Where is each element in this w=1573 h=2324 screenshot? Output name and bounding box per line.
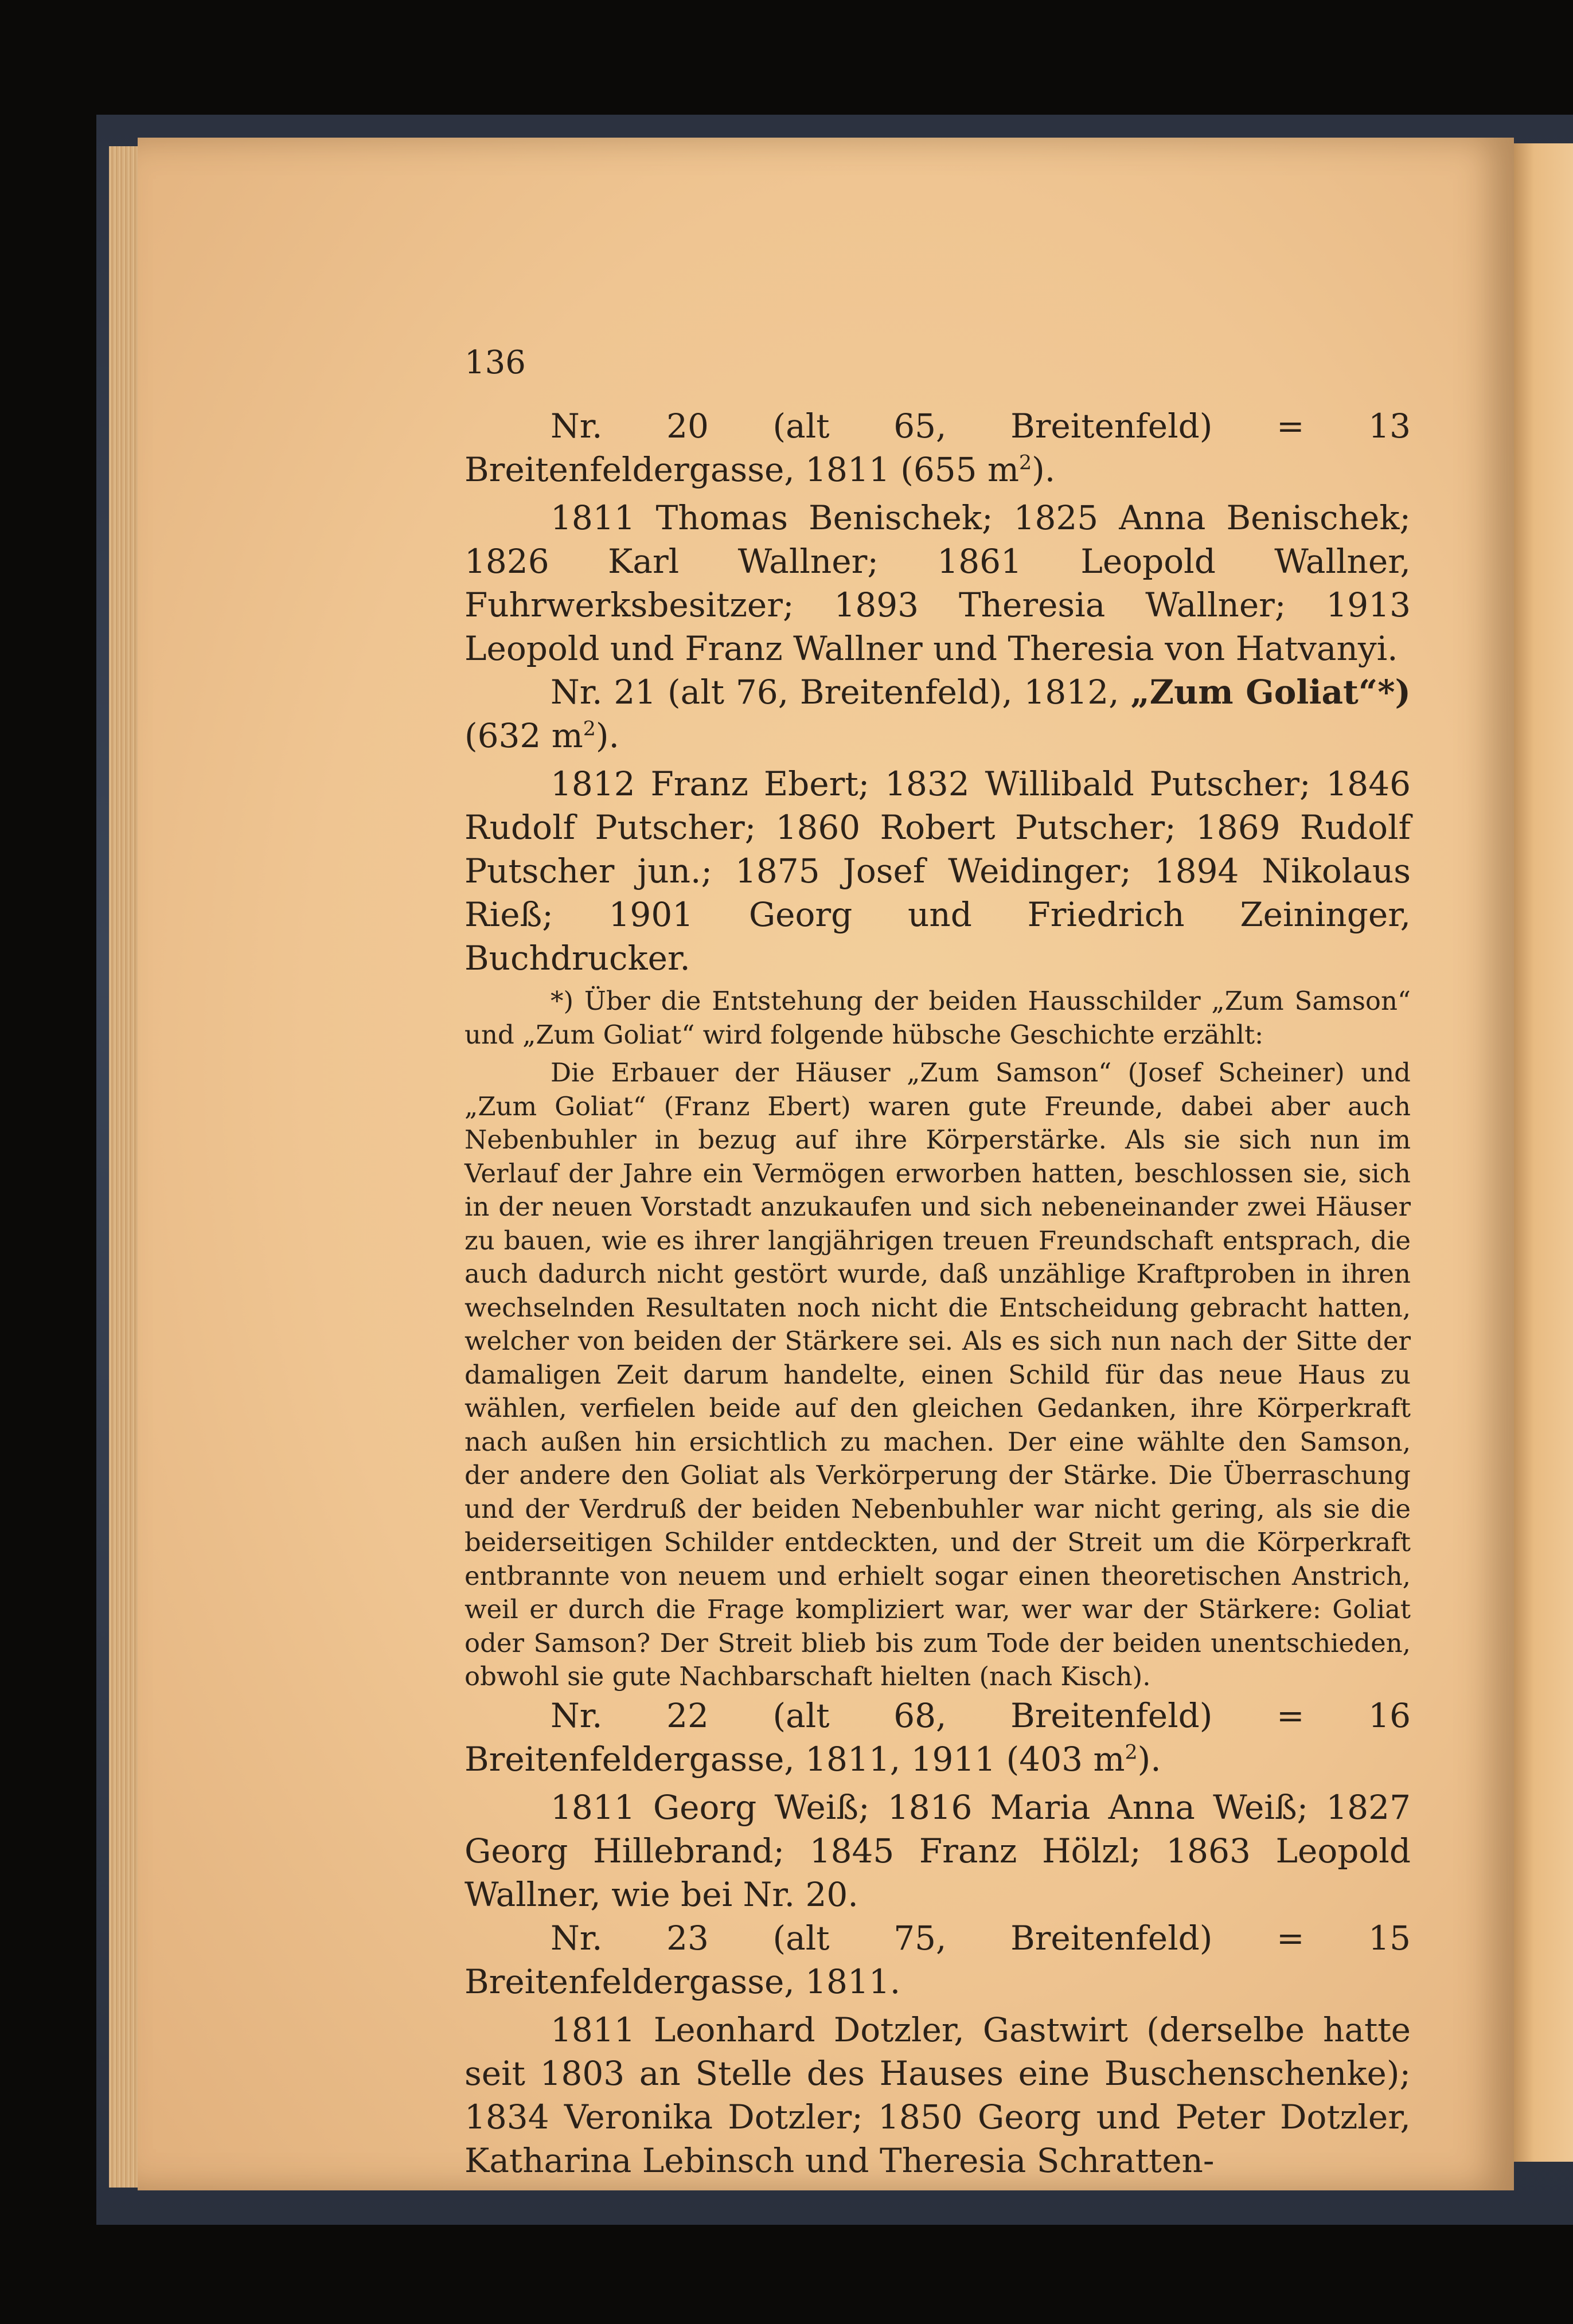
entry-heading-nr20: Nr. 20 (alt 65, Breitenfeld) = 13 Breitenfeldergasse, 1811 (655 $m^2$). bbox=[465, 407, 1411, 489]
entry-body-nr20: 1811 Thomas Benischek; 1825 Anna Benischek; 1826 Karl Wallner; 1861 Leopold Wallner, Fuhrwerksbesitzer; 1893 Theresia Wallner; 1913 Leopold und Franz Wallner und Theresia von Hatvanyi. bbox=[465, 498, 1411, 668]
entry-body-nr23: 1811 Leonhard Dotzler, Gastwirt (derselbe hatte seit 1803 an Stelle des Hauses eine Buschenschenke); 1834 Veronika Dotzler; 1850 Georg und Peter Dotzler, Katharina Lebinsch und Theresia Schratten- bbox=[465, 2010, 1411, 2180]
page-number: 136 bbox=[465, 344, 526, 381]
entry-body-nr22: 1811 Georg Weiß; 1816 Maria Anna Weiß; 1827 Georg Hillebrand; 1845 Franz Hölzl; 1863 Leopold Wallner, wie bei Nr. 20. bbox=[465, 1787, 1411, 1914]
entry-body-nr21: 1812 Franz Ebert; 1832 Willibald Putscher; 1846 Rudolf Putscher; 1860 Robert Putscher; 1869 Rudolf Putscher jun.; 1875 Josef Weidinger; 1894 Nikolaus Rieß; 1901 Georg und Friedrich Zeininger, Buchdrucker. bbox=[465, 764, 1411, 978]
entry-heading-nr22: Nr. 22 (alt 68, Breitenfeld) = 16 Breitenfeldergasse, 1811, 1911 (403 $m^2$). bbox=[465, 1696, 1411, 1779]
page-text bbox=[465, 344, 1411, 2182]
entry-heading-nr23: Nr. 23 (alt 75, Breitenfeld) = 15 Breitenfeldergasse, 1811. bbox=[465, 1918, 1411, 2001]
facing-page-edge bbox=[1508, 143, 1573, 2162]
footnote-intro: *) Über die Entstehung der beiden Hausschilder „Zum Samson“ und „Zum Goliat“ wird folgende hübsche Geschichte erzählt: bbox=[465, 986, 1411, 1050]
footnote-text: Die Erbauer der Häuser „Zum Samson“ (Josef Scheiner) und „Zum Goliat“ (Franz Ebert) waren gute Freunde, dabei aber auch Nebenbuhler in bezug auf ihre Körperstärke. Als sie sich nun im Verlauf der Jahre ein Vermögen erworben hatten, beschlossen sie, sich in der neuen Vorstadt anzukaufen und sich nebeneinander zwei Häuser zu bauen, wie es ihrer langjährigen treuen Freundschaft entsprach, die auch dadurch nicht gestört wurde, daß unzählige Kraftproben in ihren wechselnden Resultaten noch nicht die Entscheidung gebracht hatten, welcher von beiden der Stärkere sei. Als es sich nun nach der Sitte der damaligen Zeit darum handelte, einen Schild für das neue Haus zu wählen, verfielen beide auf den gleichen Gedanken, ihre Körperkraft nach außen hin ersichtlich zu machen. Der eine wählte den Samson, der andere den Goliat als Verkörperung der Stärke. Die Überraschung und der Verdruß der beiden Nebenbuhler war nicht gering, als sie die beiderseitigen Schilder entdeckten, und der Streit um die Körperkraft entbrannte von neuem und erhielt sogar einen theoretischen Anstrich, weil er durch die Frage kompliziert war, wer war der Stärkere: Goliat oder Samson? Der Streit blieb bis zum Tode der beiden unentschieden, obwohl sie gute Nachbarschaft hielten (nach Kisch). bbox=[465, 1057, 1411, 1692]
entry-heading-nr21: Nr. 21 (alt 76, Breitenfeld), 1812, „Zum Goliat“*) (632 $m^2$). bbox=[465, 673, 1411, 755]
